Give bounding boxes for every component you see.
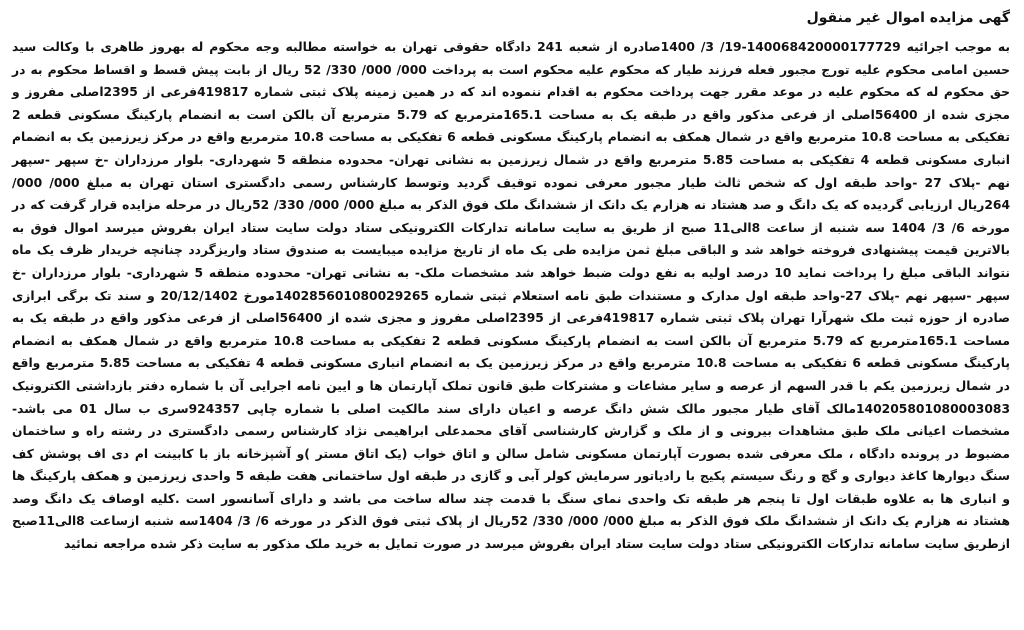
notice-body: به موجب اجرائیه 140068420000177729-19/ 3/ 1400صادره از شعبه 241 دادگاه حقوقی تهران به خواسته مطالبه وجه محکوم له بهروز طاهری با وکالت سید حسین امامی محکوم علیه تورج مجبور فعله فرزند طیار که محکوم علیه محکوم است به پرداخت 000/ 000/ 330/ 52 ریال از بابت پیش قسط و اقساط محکوم به در حق محکوم له که محکوم علیه در موعد مقرر جهت پرداخت محکوم به اقدام ننموده اند که در همین زمینه پلاک ثبتی شماره 419817فرعی از 2395اصلی مفروز و مجزی شده از 56400اصلی از فرعی مذکور واقع در طبقه یک به مساحت 165.1مترمربع که 5.79 مترمربع آن بالکن است به انضمام پارکینگ مسکونی قطعه 2 تفکیکی به مساحت 10.8 مترمربع واقع در شمال همکف به انضمام پارکینگ مسکونی قطعه 6 تفکیکی به مساحت 10.8 مترمربع واقع در مرکز زیرزمین یک به انضمام انباری مسکونی قطعه 4 تفکیکی به مساحت 5.85 مترمربع واقع در شمال زیرزمین به نشانی تهران- محدوده منطقه 5 شهرداری- بلوار مرزداران -خ سپهر -سپهر نهم -پلاک 27 -واحد طبقه اول که شخص ثالث طیار مجبور معرفی نموده توقیف گردید وتوسط کارشناس رسمی دادگستری استان تهران به مبلغ 000/ 000/ 264ریال ارزیابی گردیده که یک دانگ و صد هشتاد نه هزارم یک دانک از ششدانگ ملک فوق الذکر به مبلغ 000/ 000/ 330/ 52ریال در مرحله مزایده قرار گرفت که در مورخه 6/ 3/ 1404 سه شنبه از ساعت 8الی11 صبح از طریق به سایت سامانه تدارکات الکترونیکی ستاد دولت سایت ستاد ایران بفروش میرسد اموال فوق به بالاترین قیمت پیشنهادی فروخته خواهد شد و الباقی مبلغ ثمن مزایده طی یک ماه از تاریخ مزایده میبایست به صندوق ستاد واریزگردد چنانچه خریدار ظرف یک ماه نتواند الباقی مبلغ را پرداخت نماید 10 درصد اولیه به نفع دولت ضبط خواهد شد مشخصات ملک- به نشانی تهران- محدوده منطقه 5 شهرداری- بلوار مرزداران -خ سپهر -سپهر نهم -پلاک 27-واحد طبقه اول مدارک و مستندات طبق نامه استعلام ثبتی شماره 140285601080029265مورخ 20/12/1402 و سند تک برگی ابرازی صادره از حوزه ثبت ملک شهرآرا تهران پلاک ثبتی شماره 419817فرعی از 2395اصلی مفروز و مجزی شده از 56400اصلی از فرعی مذکور واقع در طبقه یک به مساحت 165.1مترمربع که 5.79 مترمربع آن بالکن است به انضمام پارکینگ مسکونی قطعه 2 تفکیکی به مساحت 10.8 مترمربع واقع در شمال همکف به انضمام پارکینگ مسکونی قطعه 6 تفکیکی به مساحت 10.8 مترمربع واقع در مرکز زیرزمین یک به انضمام انباری مسکونی قطعه 4 تفکیکی به مساحت 5.85 مترمربع واقع در شمال زیرزمین یکم با قدر السهم از عرصه و سایر مشاعات و مشترکات طبق قانون تملک آپارتمان ها و ایین نامه اجرایی آن با شماره دفتر بازداشتی الکترونیک 140205801080003083مالک آقای طیار مجبور مالک شش دانگ عرصه و اعیان دارای سند مالکیت اصلی با شماره چاپی 924357سری ب سال 01 می باشد-مشخصات اعیانی ملک طبق مشاهدات بیرونی و از ملک و گزارش کارشناسی آقای محمدعلی ابراهیمی نژاد کارشناس رسمی دادگستری در رشته راه و ساختمان مضبوط در پرونده دادگاه ، ملک معرفی شده بصورت آپارتمان مسکونی شامل سالن و اتاق خواب (یک اتاق مستر )و آشپزخانه باز با کابینت ام دی اف پوشش کف سنگ دیوارها کاغذ دیواری و گچ و رنگ سیستم پکیج با رادیاتور سرمایش کولر آبی و گازی در طبقه اول ساختمانی هفت طبقه 5 واحدی زیرزمین و همکف پارکینگ ها و انباری ها به علاوه طبقات اول تا پنجم هر طبقه تک واحدی نمای سنگ با قدمت چند ساله ساخت می باشد و دارای آسانسور است .کلیه اوصاف یک دانگ وصد هشتاد نه هزارم یک دانک از ششدانگ ملک فوق الذکر به مبلغ 000/ 000/ 330/ 52ریال از پلاک ثبتی فوق الذکر در مورخه 6/ 3/ 1404سه شنبه ازساعت 8الی11صبح ازطریق سایت سامانه تدارکات الکترونیکی ستاد دولت سایت ستاد ایران بفروش میرسد در صورت تمایل به خرید ملک مذکور به سایت ذکر شده مراجعه نمائید — [12, 40, 1011, 552]
notice-title: گهی مزایده اموال غیر منقول — [806, 10, 1010, 26]
